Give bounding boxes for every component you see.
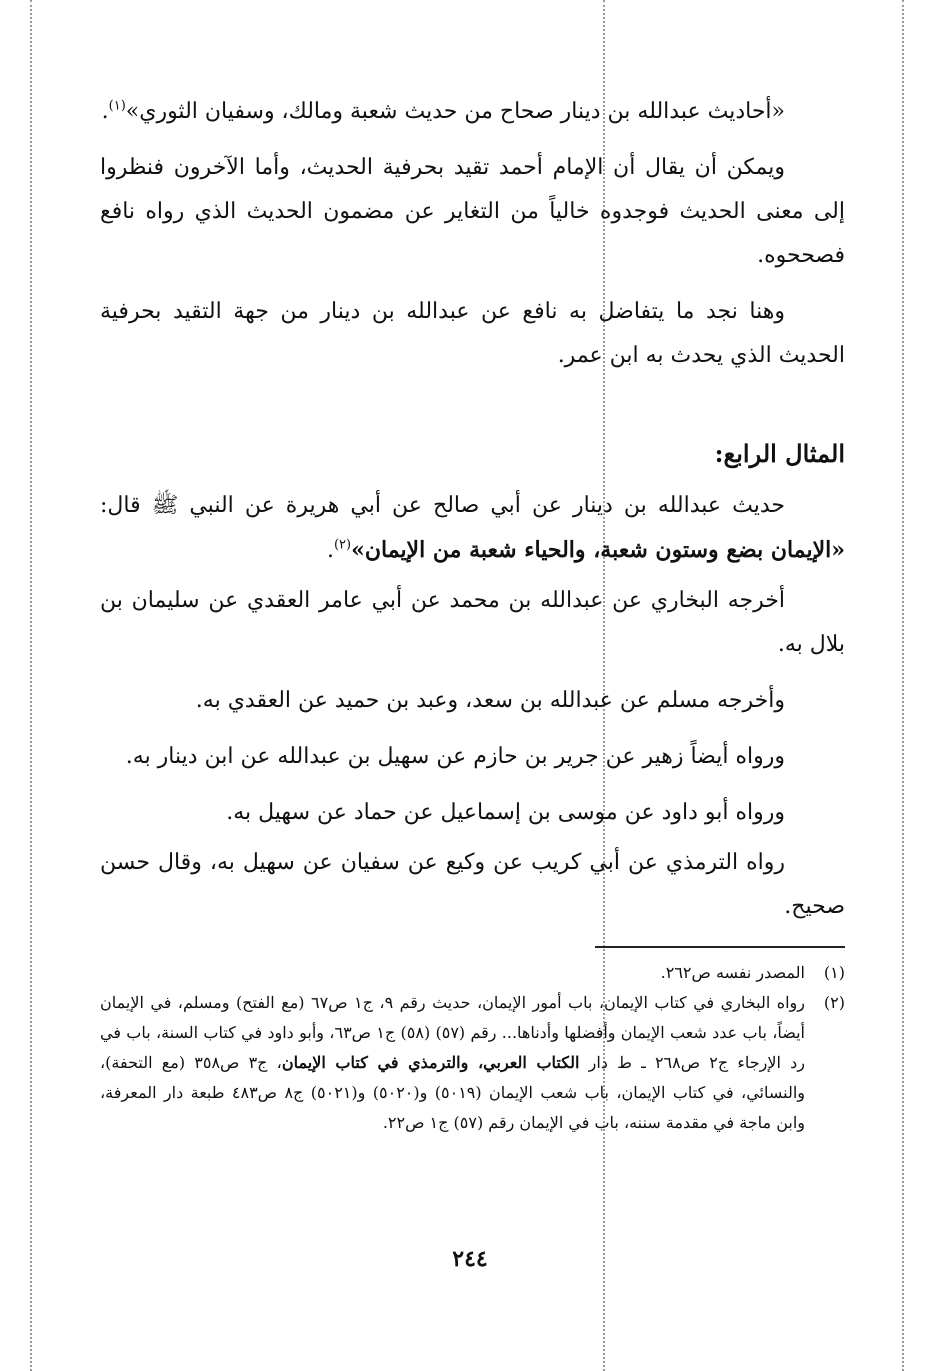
page-number: ٢٤٤ [452,1246,488,1272]
footnote-text: رواه البخاري في كتاب الإيمان، باب أمور الإيمان، حديث رقم ٩، ج١ ص٦٧ (مع الفتح) ومسلم، في الإيمان أيضاً، باب عدد شعب الإيمان وأفضلها وأدناها... رقم (٥٧) (٥٨) ج١ ص٦٣، وأبو داود في كتاب السنة، باب في رد الإرجاء ج٢ ص٢٦٨ ـ ط دار الكتاب العربي، والترمذي في كتاب الإيمان، ج٣ ص٣٥٨ (مع التحفة)، والنسائي، في كتاب الإيمان، باب شعب الإيمان (٥٠١٩) و(٥٠٢٠) و(٥٠٢١) ج٨ ص٤٨٣ طبعة دار المعرفة، وابن ماجة في مقدمة سننه، باب في الإيمان رقم (٥٧) ج١ ص٢٢. [100,993,806,1132]
footnotes [100,958,845,1138]
footnote-text: المصدر نفسه ص٢٦٢. [660,963,805,982]
paragraph: أخرجه البخاري عن عبدالله بن محمد عن أبي عامر العقدي عن سليمان بن بلال به. [100,588,845,657]
paragraph: ورواه أيضاً زهير عن جرير بن حازم عن سهيل بن عبدالله عن ابن دينار به. [125,744,785,769]
paragraph: رواه الترمذي عن أبي كريب عن وكيع عن سفيان عن سهيل به، وقال حسن صحيح. [100,850,845,919]
footnote-item [100,988,845,1138]
footnote-item [100,958,845,988]
hadith-paragraph: حديث عبدالله بن دينار عن أبي صالح عن أبي هريرة عن النبي ﷺ قال: «الإيمان بضع وستون شعبة، والحياء شعبة من الإيمان»$^{(٢)}$. [100,493,845,563]
hadith-text: «الإيمان بضع وستون شعبة، والحياء شعبة من الإيمان» [351,537,845,563]
footnote-separator [595,946,845,948]
footnote-ref: (١) [108,98,126,114]
quote-paragraph: «أحاديث عبدالله بن دينار صحاح من حديث شعبة ومالك، وسفيان الثوري»$^{(١)}$. [101,98,785,124]
paragraph: ورواه أبو داود عن موسى بن إسماعيل عن حماد عن سهيل به. [226,800,785,825]
scan-dotted-line [30,0,32,1371]
paragraph: وهنا نجد ما يتفاضل به نافع عن عبدالله بن دينار من جهة التقيد بحرفية الحديث الذي يحدث به ابن عمر. [100,299,845,368]
section-heading: المثال الرابع: [714,439,845,468]
footnote-number: (١) [823,963,845,982]
scan-dotted-line [902,0,904,1371]
body-text-example [100,484,845,929]
footnote-ref: (٢) [333,537,352,553]
paragraph: وأخرجه مسلم عن عبدالله بن سعد، وعبد بن حميد عن العقدي به. [195,688,785,713]
body-text-top [100,90,845,378]
footnote-number: (٢) [823,993,845,1012]
paragraph: ويمكن أن يقال أن الإمام أحمد تقيد بحرفية الحديث، وأما الآخرون فنظروا إلى معنى الحديث فوجدوه خالياً من التغاير عن مضمون الحديث الذي رواه نافع فصححوه. [100,155,845,268]
